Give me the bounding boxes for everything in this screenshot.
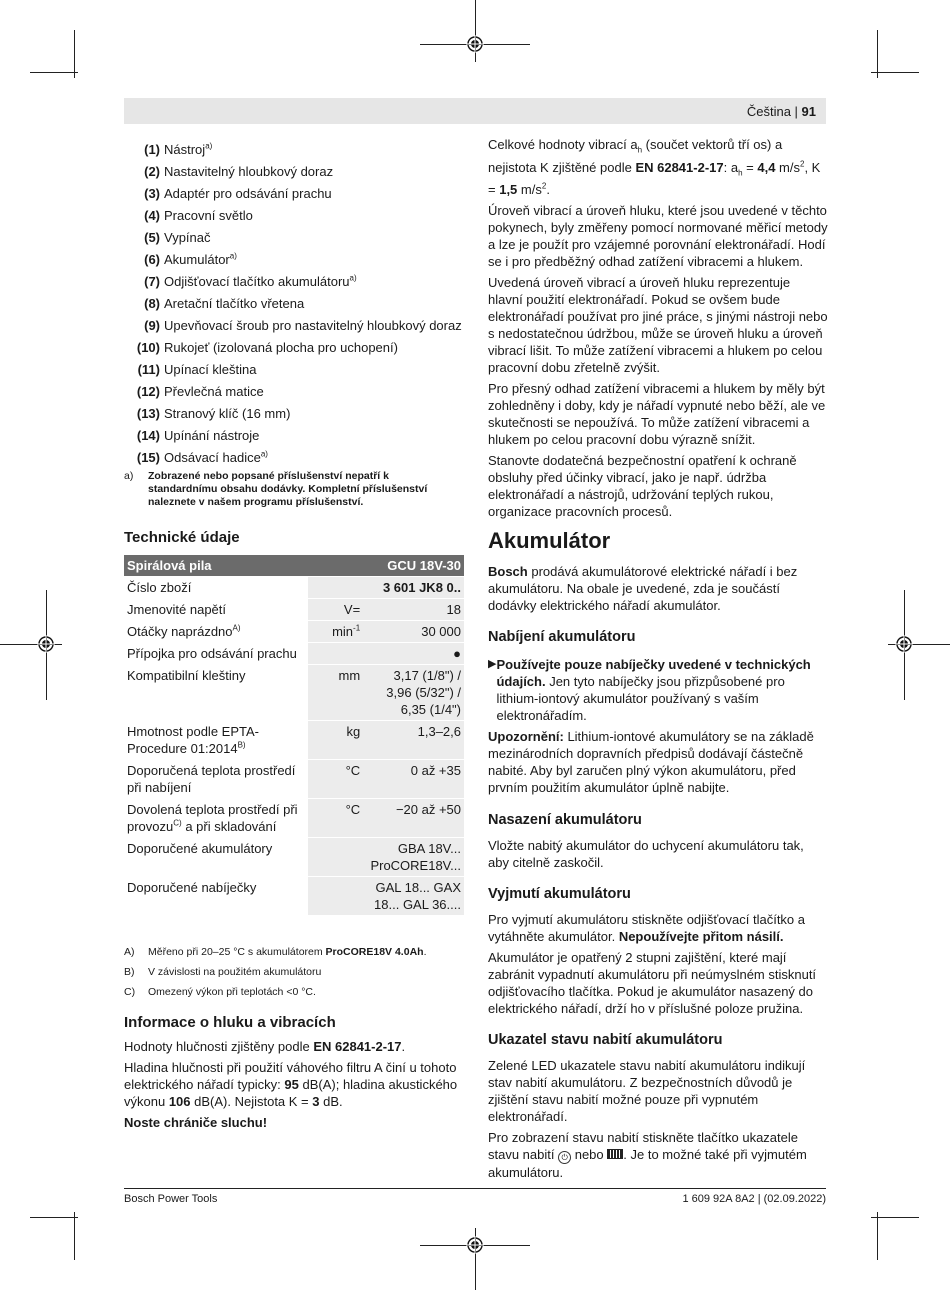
table-row [124, 577, 464, 599]
component-label [164, 229, 211, 246]
spec-label [124, 577, 308, 599]
noise-p1-text: Hodnoty hlučnosti zjištěny podle [124, 1039, 314, 1054]
noise-p2-b: 95 [284, 1077, 299, 1092]
list-item [124, 424, 464, 446]
vib-sub2: h [738, 168, 743, 178]
status-p2-c: . Je to možné také při vyjmutém akumulátoru. [488, 1147, 807, 1180]
vib-i: 1,5 [499, 182, 518, 198]
spec-label-text: Hmotnost podle EPTA-Procedure 01:2014 [127, 724, 259, 756]
component-label [164, 317, 462, 334]
component-label-text: Vypínač [164, 229, 211, 245]
spec-label [124, 599, 308, 621]
status-p2-a: Pro zobrazení stavu nabití stiskněte tlačítko ukazatele stavu nabití [488, 1130, 799, 1162]
registration-mark-bottom-icon [466, 1236, 484, 1254]
insert-title: Nasazení akumulátoru [488, 812, 642, 828]
component-number: (15) [136, 449, 160, 465]
table-row [124, 799, 464, 838]
spec-label [124, 877, 308, 916]
spec-notes [124, 942, 464, 1002]
vibration-values [488, 136, 828, 198]
component-number: (8) [144, 295, 160, 311]
spec-note [124, 942, 464, 962]
component-number: (2) [144, 163, 160, 179]
spec-label [124, 760, 308, 799]
spec-unit-text: kg [346, 724, 361, 739]
charge-bullet [488, 656, 828, 724]
spec-label-text: Kompatibilní kleštiny [127, 668, 246, 683]
spec-unit-text: V= [343, 602, 361, 617]
component-sup: a) [349, 273, 357, 283]
component-sup: a) [205, 141, 213, 151]
noise-title: Informace o hluku a vibracích [124, 1014, 336, 1031]
footer-code: 1 609 92A 8A2 | (02.09.2022) [682, 1193, 826, 1205]
vib-h: , K = [488, 159, 821, 198]
table-row [124, 621, 464, 643]
spec-note [124, 982, 464, 1002]
akumulator-title: Akumulátor [488, 528, 611, 553]
battery-level-icon [607, 1149, 623, 1159]
charge-bullet-rest: Jen tyto nabíječky jsou přizpůsobené pro lithium-iontový akumulátor používaný s vaším elektronářadím. [496, 674, 785, 723]
insert-text: Vložte nabitý akumulátor do uchycení akumulátoru tak, aby citelně zaskočil. [488, 838, 804, 870]
spec-note-body: V závislosti na použitém akumulátoru [148, 966, 322, 978]
component-label-text: Akumulátor [164, 251, 230, 267]
registration-mark-right-icon [895, 635, 913, 653]
noise-p3: Noste chrániče sluchu! [124, 1115, 268, 1130]
list-item [124, 248, 464, 270]
component-label [164, 251, 237, 268]
component-label [164, 295, 304, 312]
footnote-mark: a) [124, 470, 134, 482]
spec-unit [308, 621, 363, 643]
charge-bullet-bold: Používejte pouze nabíječky uvedené v technických údajích. [496, 657, 811, 689]
spec-label [124, 665, 308, 721]
list-item [124, 314, 464, 336]
component-label-text: Převlečná matice [164, 383, 264, 399]
spec-note-body: Měřeno při 20–25 °C s akumulátorem [148, 946, 326, 958]
status-p2 [488, 1129, 828, 1181]
akumulator-intro [488, 563, 828, 614]
spec-unit [308, 665, 363, 721]
table-row [124, 838, 464, 877]
component-label [164, 141, 212, 158]
akum-brand: Bosch [488, 564, 528, 579]
spec-value: −20 až +50 [363, 799, 464, 838]
table-row [124, 721, 464, 760]
note-label: Upozornění: [488, 729, 564, 744]
spec-label-text: Doporučené nabíječky [127, 880, 257, 895]
spec-label-text: Dovolená teplota prostředí při provozu [127, 802, 298, 834]
list-item [124, 226, 464, 248]
noise-p2-f: 3 [312, 1094, 320, 1109]
footer-brand: Bosch Power Tools [124, 1193, 218, 1205]
spec-value: 18 [363, 599, 464, 621]
list-item [124, 138, 464, 160]
spec-note [124, 962, 464, 982]
component-number: (7) [144, 273, 160, 289]
registration-mark-left-icon [37, 635, 55, 653]
noise-p1-end: . [401, 1039, 406, 1054]
exact-paragraph: Pro přesný odhad zatížení vibracemi a hlukem by měly být zohledněny i doby, kdy je nářadí vypnuté nebo běží, ale ve skutečnosti se nepoužívá. To může zatížení vibracemi a hlukem po celou pracovní dobu výrazně snížit. [488, 381, 826, 448]
vib-sub: h [637, 145, 643, 155]
spec-note-text [148, 962, 321, 982]
noise-p2 [124, 1059, 464, 1110]
component-list [124, 138, 464, 468]
list-item [124, 380, 464, 402]
spec-unit [308, 721, 363, 760]
remove-p1-b: Nepoužívejte přitom násilí. [618, 929, 784, 944]
component-number: (1) [144, 141, 160, 157]
spec-unit [308, 643, 363, 665]
component-number: (9) [144, 317, 160, 333]
component-label-text: Aretační tlačítko vřetena [164, 295, 305, 311]
status-p1: Zelené LED ukazatele stavu nabití akumulátoru indikují stav nabití akumulátoru. Z bezpečnostních důvodů je zjištění stavu nabití možné pouze při vypnutém elektronářadí. [488, 1058, 806, 1124]
spec-label-sup: C) [173, 818, 182, 828]
vib-b: (součet vektorů tří os) a nejistota K zjištěné podle [488, 137, 783, 175]
noise-p2-d: 106 [168, 1094, 191, 1109]
akum-text: prodává akumulátorové elektrické nářadí i bez akumulátoru. Na obale je uvedené, zda je součástí dodávky elektrického nářadí akumulátor. [488, 564, 798, 613]
component-label-text: Nastavitelný hloubkový doraz [164, 163, 334, 179]
component-label [164, 273, 357, 290]
vib-k: . [546, 182, 550, 198]
charge-bullet-text [496, 656, 828, 724]
component-number: (11) [137, 361, 160, 377]
component-number: (10) [136, 339, 160, 355]
charge-title: Nabíjení akumulátoru [488, 629, 636, 645]
table-row [124, 760, 464, 799]
footnote-text: Zobrazené nebo popsané příslušenství nepatří k standardnímu obsahu dodávky. Kompletní příslušenství naleznete v našem programu příslušenství. [148, 470, 428, 508]
spec-note-mark: C) [124, 986, 136, 998]
spec-value: 0 až +35 [363, 760, 464, 799]
component-label-text: Upevňovací šroub pro nastavitelný hloubkový doraz [164, 317, 462, 333]
spec-label-sup: A) [232, 623, 241, 633]
list-item [124, 160, 464, 182]
safety-paragraph: Stanovte dodatečná bezpečnostní opatření k ochraně obsluhy před účinky vibrací, jako je např. údržba elektronářadí a nástrojů, udržování teplých rukou, organizace pracovních procesů. [488, 453, 797, 520]
component-number: (12) [136, 383, 160, 399]
component-label-text: Stranový klíč (16 mm) [164, 405, 291, 421]
spec-header-model: GCU 18V-30 [363, 555, 464, 577]
spec-label [124, 621, 308, 643]
spec-label-text: Číslo zboží [127, 580, 192, 595]
noise-p2-c: dB(A); hladina akustického výkonu [124, 1077, 458, 1109]
bullet-arrow-icon: ▶ [488, 658, 497, 670]
table-row [124, 665, 464, 721]
spec-label [124, 643, 308, 665]
vib-f: 4,4 [757, 159, 776, 175]
spec-note-text [148, 982, 316, 1002]
status-section [488, 1057, 828, 1185]
noise-p1-standard: EN 62841-2-17 [313, 1039, 402, 1054]
spec-table [124, 555, 464, 916]
spec-note-end: . [423, 946, 427, 958]
component-number: (6) [144, 251, 160, 267]
component-label [164, 163, 333, 180]
component-label-text: Pracovní světlo [164, 207, 253, 223]
spec-label-text2: a při skladování [181, 819, 277, 834]
component-number: (3) [144, 185, 160, 201]
component-label-text: Upínání nástroje [164, 427, 260, 443]
spec-note-mark: A) [124, 946, 135, 958]
list-item [124, 292, 464, 314]
charge-note [488, 728, 828, 796]
component-label [164, 339, 398, 356]
list-item [124, 204, 464, 226]
charge-section [488, 656, 828, 800]
spec-value: 30 000 [363, 621, 464, 643]
spec-unit [308, 760, 363, 799]
list-item [124, 336, 464, 358]
remove-p1-a: Pro vyjmutí akumulátoru stiskněte odjišťovací tlačítko a vytáhněte akumulátor. [488, 912, 806, 944]
level-paragraph: Úroveň vibrací a úroveň hluku, které jsou uvedené v těchto pokynech, byly změřeny pomocí normované měřicí metody a lze je použít pro vzájemné porovnání elektronářadí. Hodí se i pro předběžný odhad zatížení vibracemi a hlukem. [488, 203, 828, 270]
component-label-text: Odjišťovací tlačítko akumulátoru [164, 273, 350, 289]
component-sup: a) [260, 449, 268, 459]
spec-label-text: Otáčky naprázdno [127, 624, 233, 639]
spec-unit-text: mm [338, 668, 361, 683]
list-item [124, 182, 464, 204]
status-p2-b: nebo [571, 1147, 608, 1162]
table-row [124, 877, 464, 916]
vib-a: Celkové hodnoty vibrací a [488, 137, 638, 152]
spec-value: GBA 18V... ProCORE18V... [363, 838, 464, 877]
vib-sup2: 2 [541, 181, 547, 191]
table-row [124, 599, 464, 621]
vib-c: EN 62841-2-17 [635, 159, 724, 175]
registration-mark-top-icon [466, 35, 484, 53]
spec-label-text: Jmenovité napětí [127, 602, 227, 617]
tech-data-title: Technické údaje [124, 529, 240, 546]
header-language-page: Čeština | 91 [746, 104, 816, 119]
component-label [164, 427, 259, 444]
component-sup: a) [229, 251, 237, 261]
spec-unit [308, 599, 363, 621]
spec-unit-text: °C [345, 763, 361, 778]
list-item [124, 358, 464, 380]
footer-rule [124, 1188, 826, 1189]
spec-label [124, 799, 308, 838]
component-label [164, 361, 257, 378]
remove-section [488, 911, 828, 1021]
right-column-top [488, 136, 828, 524]
component-label [164, 449, 268, 466]
component-label-text: Odsávací hadice [164, 449, 261, 465]
spec-header-label: Spirálová pila [124, 555, 363, 577]
component-label-text: Rukojeť (izolovaná plocha pro uchopení) [164, 339, 398, 355]
spec-unit [308, 577, 363, 599]
components-footnote [124, 470, 464, 509]
spec-label-text: Doporučená teplota prostředí při nabíjení [127, 763, 296, 795]
spec-unit-text: °C [345, 802, 361, 817]
component-number: (5) [144, 229, 160, 245]
list-item [124, 270, 464, 292]
component-number: (4) [144, 207, 160, 223]
status-title: Ukazatel stavu nabití akumulátoru [488, 1032, 723, 1048]
noise-p2-g: dB. [319, 1094, 343, 1109]
spec-unit [308, 799, 363, 838]
component-label [164, 383, 264, 400]
spec-label [124, 838, 308, 877]
battery-status-button-icon: ⏻ [558, 1151, 571, 1164]
spec-value: ● [363, 643, 464, 665]
spec-note-text [148, 942, 427, 962]
noise-p2-a: Hladina hlučnosti při použití váhového filtru A činí u tohoto elektrického nářadí typicky: [124, 1060, 457, 1092]
spec-unit [308, 877, 363, 916]
spec-value: 1,3–2,6 [363, 721, 464, 760]
page-number: 91 [801, 104, 816, 119]
component-label-text: Adaptér pro odsávání prachu [164, 185, 332, 201]
component-label-text: Nástroj [164, 141, 206, 157]
noise-p2-e: dB(A). Nejistota K = [190, 1094, 313, 1109]
component-label [164, 207, 253, 224]
note-text: Lithium-iontové akumulátory se na základě mezinárodních dopravních předpisů dodávají částečně nabité. Aby byl zaručen plný výkon akumulátoru, před prvním použitím akumulátor úplně nabijte. [488, 729, 814, 795]
vib-g: m/s [775, 159, 800, 175]
vib-d: : a [723, 159, 739, 175]
component-number: (14) [136, 427, 160, 443]
spec-value: 3,17 (1/8") / 3,96 (5/32") / 6,35 (1/4") [363, 665, 464, 721]
table-row [124, 643, 464, 665]
spec-label [124, 721, 308, 760]
component-label [164, 405, 290, 422]
spec-value: GAL 18... GAX 18... GAL 36.... [363, 877, 464, 916]
component-label [164, 185, 332, 202]
component-label-text: Upínací kleština [164, 361, 257, 377]
remove-p2: Akumulátor je opatřený 2 stupni zajištění, které mají zabránit vypadnutí akumulátoru při neúmyslném stisknutí odjišťovacího tlačítka. Pokud je akumulátor nasazený do elektrického nářadí, drží ho v příslušné poloze pružina. [488, 950, 817, 1016]
noise-p1 [124, 1038, 464, 1055]
spec-label-sup: B) [237, 740, 246, 750]
spec-label-text: Přípojka pro odsávání prachu [127, 646, 297, 661]
component-number: (13) [136, 405, 160, 421]
list-item [124, 402, 464, 424]
header-language: Čeština [746, 104, 791, 119]
spec-unit-text: min [332, 624, 354, 639]
spec-unit [308, 838, 363, 877]
page-header [124, 98, 826, 124]
vib-e: = [742, 159, 758, 175]
spec-note-body: Omezený výkon při teplotách <0 °C. [148, 986, 316, 998]
spec-note-mark: B) [124, 966, 135, 978]
vib-j: m/s [517, 182, 542, 198]
represent-paragraph: Uvedená úroveň vibrací a úroveň hluku reprezentuje hlavní použití elektronářadí. Pokud se ovšem bude elektronářadí používat pro jiné práce, s jinými nástroji nebo s nedostatečnou údržbou, může se úroveň hluku a úroveň vibrací lišit. To může zatížení vibracemi a hlukem po celou pracovní dobu zřetelně zvýšit. [488, 275, 828, 376]
spec-label-text: Doporučené akumulátory [127, 841, 273, 856]
spec-value: 3 601 JK8 0.. [363, 577, 464, 599]
remove-p1 [488, 911, 828, 945]
spec-unit-sup: -1 [353, 623, 361, 633]
remove-title: Vyjmutí akumulátoru [488, 886, 631, 902]
vib-sup: 2 [800, 159, 805, 169]
spec-note-bold: ProCORE18V 4.0Ah [325, 946, 424, 958]
spec-table-header [124, 555, 464, 577]
list-item [124, 446, 464, 468]
